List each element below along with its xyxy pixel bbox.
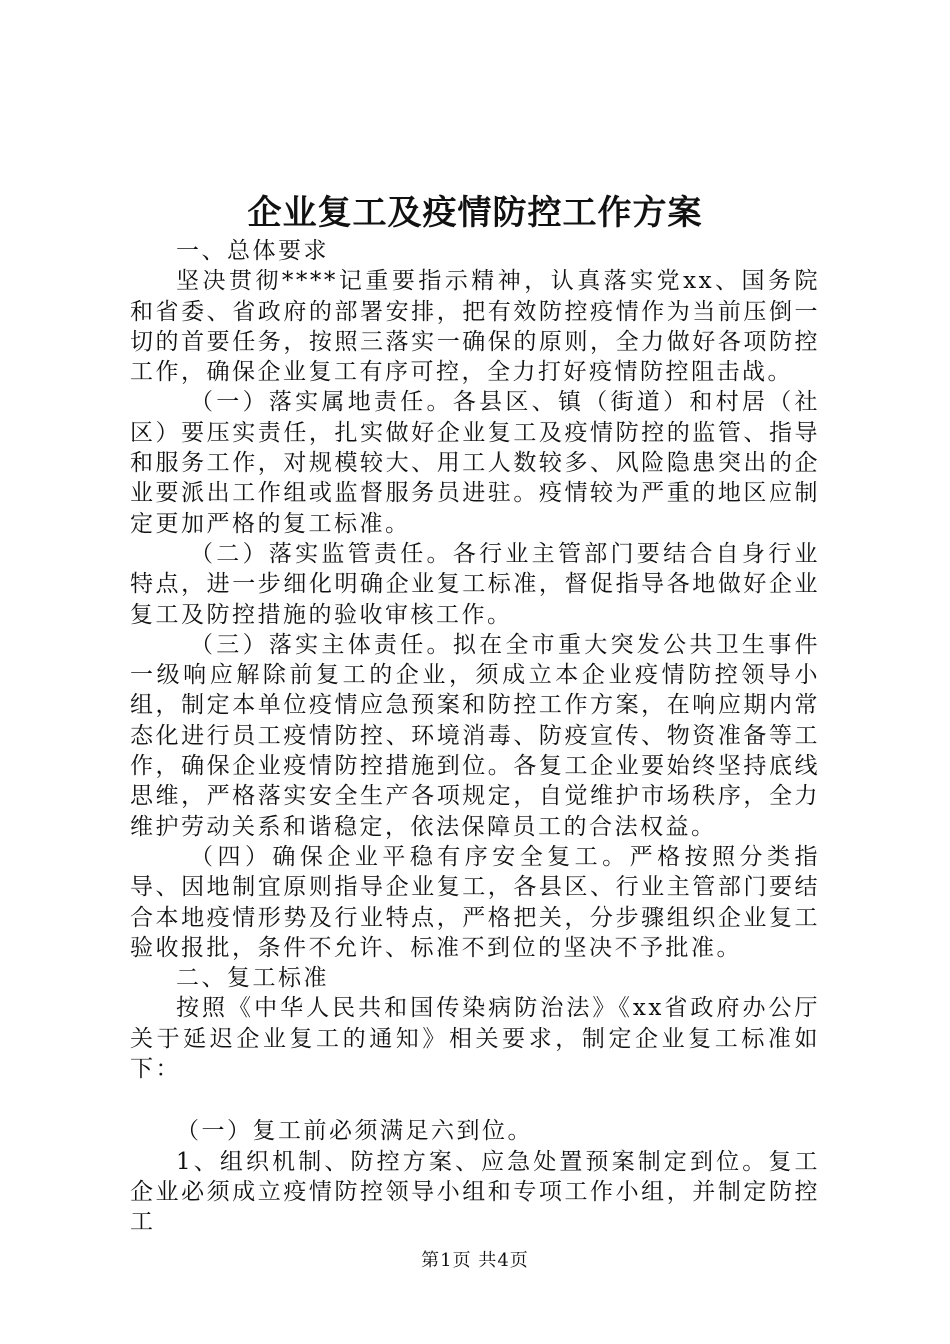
paragraph: （三）落实主体责任。拟在全市重大突发公共卫生事件一级响应解除前复工的企业，须成立本企业疫情防控领导小组，制定本单位疫情应急预案和防控工作方案，在响应期内常态化进行员工疫情防控、环境消毒、防疫宣传、物资准备等工作，确保企业疫情防控措施到位。各复工企业要始终坚持底线思维，严格落实安全生产各项规定，自觉维护市场秩序，全力维护劳动关系和谐稳定，依法保障员工的合法权益。	[130, 631, 820, 840]
page-footer: 第1页 共4页	[421, 1250, 529, 1271]
paragraph: （二）落实监管责任。各行业主管部门要结合自身行业特点，进一步细化明确企业复工标准，督促指导各地做好企业复工及防控措施的验收审核工作。	[130, 540, 820, 628]
paragraph: （四）确保企业平稳有序安全复工。严格按照分类指导、因地制宜原则指导企业复工，各县区、行业主管部门要结合本地疫情形势及行业特点，严格把关，分步骤组织企业复工验收报批，条件不允许、标准不到位的坚决不予批准。	[130, 843, 820, 961]
section-heading: 二、复工标准	[176, 965, 329, 992]
document-body	[130, 236, 820, 1238]
paragraph: （一）落实属地责任。各县区、镇（街道）和村居（社区）要压实责任，扎实做好企业复工及疫情防控的监管、指导和服务工作，对规模较大、用工人数较多、风险隐患突出的企业要派出工作组或监督服务员进驻。疫情较为严重的地区应制定更加严格的复工标准。	[130, 389, 820, 537]
blank-line	[130, 1084, 820, 1116]
subsection-heading: （一）复工前必须满足六到位。	[176, 1118, 533, 1145]
paragraph: 坚决贯彻****记重要指示精神，认真落实党xx、国务院和省委、省政府的部署安排，把有效防控疫情作为当前压倒一切的首要任务，按照三落实一确保的原则，全力做好各项防控工作，确保企业复工有序可控，全力打好疫情防控阻击战。	[130, 268, 820, 386]
paragraph: 1、组织机制、防控方案、应急处置预案制定到位。复工企业必须成立疫情防控领导小组和专项工作小组，并制定防控工	[130, 1148, 820, 1236]
document-title: 企业复工及疫情防控工作方案	[247, 193, 703, 233]
section-heading: 一、总体要求	[176, 238, 329, 264]
paragraph: 按照《中华人民共和国传染病防治法》《xx省政府办公厅关于延迟企业复工的通知》相关要求，制定企业复工标准如下：	[130, 995, 820, 1083]
